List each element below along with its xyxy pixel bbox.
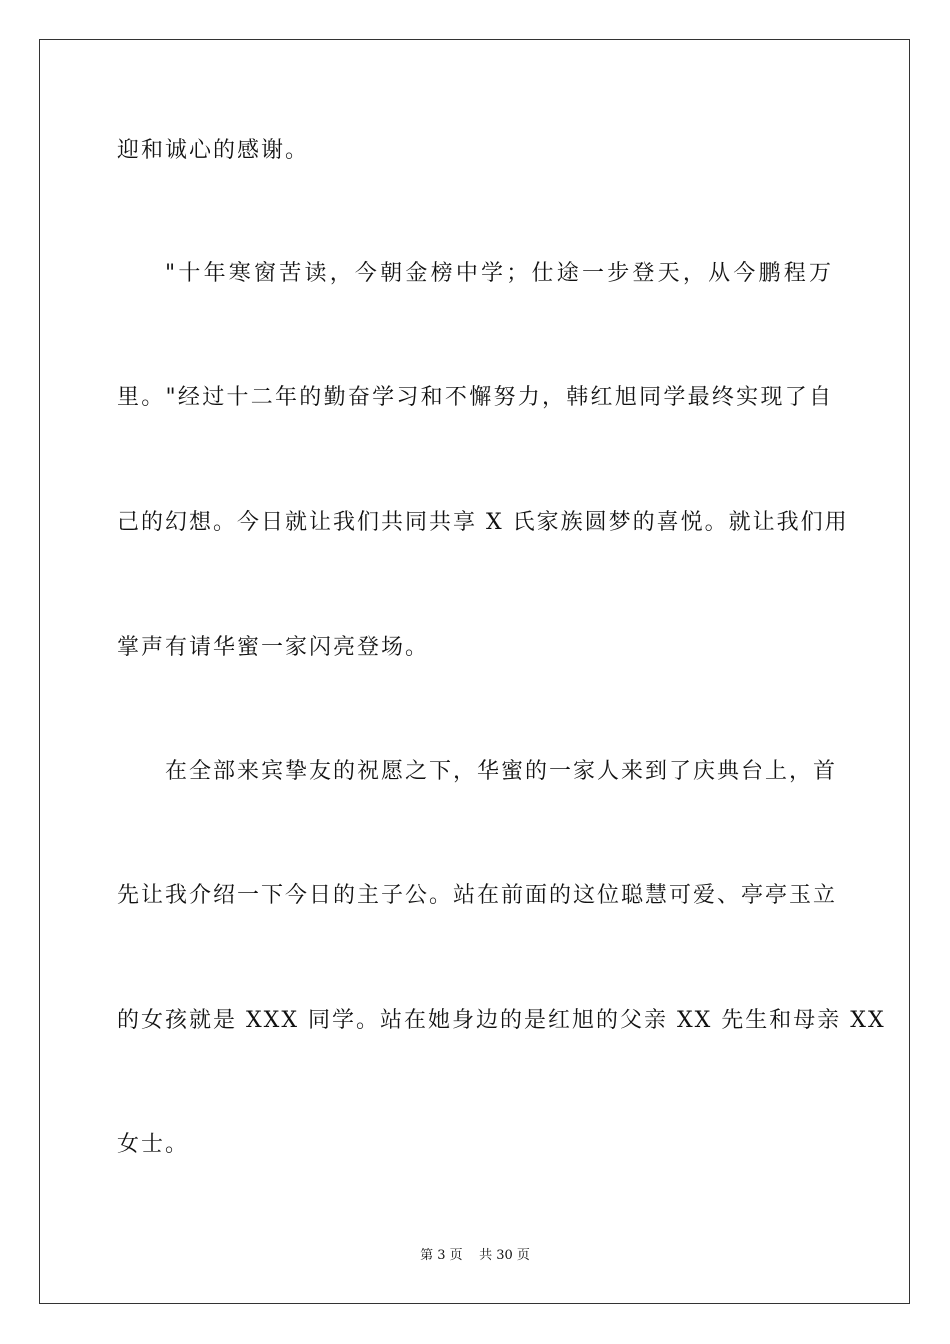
text-line-2: "十年寒窗苦读，今朝金榜中学；仕途一步登天，从今鹏程万 xyxy=(165,261,833,286)
text-line-8: 的女孩就是 XXX 同学。站在她身边的是红旭的父亲 XX 先生和母亲 XX xyxy=(117,1008,886,1033)
text-line-3: 里。"经过十二年的勤奋学习和不懈努力，韩红旭同学最终实现了自 xyxy=(117,385,833,410)
text-line-7: 先让我介绍一下今日的主子公。站在前面的这位聪慧可爱、亭亭玉立 xyxy=(117,883,838,908)
page-number-footer: 第 3 页 共 30 页 xyxy=(420,1248,530,1263)
text-line-4: 己的幻想。今日就让我们共同共享 X 氏家族圆梦的喜悦。就让我们用 xyxy=(117,510,849,535)
text-line-1: 迎和诚心的感谢。 xyxy=(117,138,310,163)
text-line-6: 在全部来宾挚友的祝愿之下，华蜜的一家人来到了庆典台上，首 xyxy=(165,759,838,784)
text-line-5: 掌声有请华蜜一家闪亮登场。 xyxy=(117,635,430,660)
page-border xyxy=(39,39,910,1304)
text-line-9: 女士。 xyxy=(117,1132,190,1157)
